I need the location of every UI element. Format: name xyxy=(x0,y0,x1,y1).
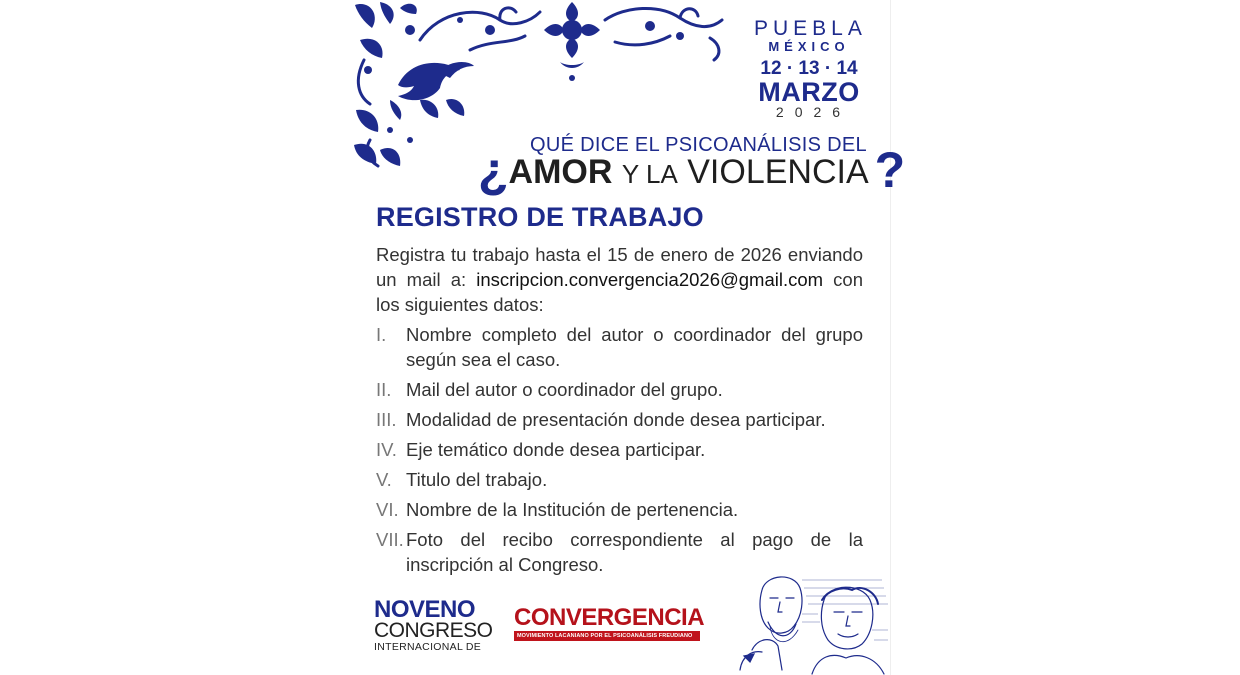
list-item xyxy=(376,467,863,492)
list-item-number: II. xyxy=(376,379,392,400)
headline-amor: AMOR xyxy=(508,153,613,191)
event-city: PUEBLA xyxy=(754,17,867,40)
headline-open-question-mark: ¿ xyxy=(478,142,509,198)
contact-email-link[interactable]: inscripcion.convergencia2026@gmail.com xyxy=(476,269,824,290)
requirements-list xyxy=(376,322,863,582)
list-item xyxy=(376,377,863,402)
list-item-text: Eje temático donde desea participar. xyxy=(406,439,706,460)
list-item-text: Titulo del trabajo. xyxy=(406,469,548,490)
headline-close-question-mark: ? xyxy=(874,142,906,198)
headline-top: QUÉ DICE EL PSICOANÁLISIS DEL xyxy=(530,134,867,156)
event-days: 12 · 13 · 14 xyxy=(760,58,858,79)
noveno-congreso-logo xyxy=(374,596,493,653)
list-item-number: VII. xyxy=(376,529,404,550)
event-year: 2026 xyxy=(775,104,852,120)
headline-violencia: VIOLENCIA xyxy=(687,153,869,191)
list-item xyxy=(376,497,863,522)
list-item-number: VI. xyxy=(376,499,399,520)
list-item-text: Nombre de la Institución de pertenencia. xyxy=(406,499,739,520)
event-info xyxy=(754,17,867,120)
logo1-line1: NOVENO xyxy=(374,596,476,623)
event-country: MÉXICO xyxy=(768,39,850,54)
list-item xyxy=(376,322,863,372)
list-item-number: V. xyxy=(376,469,392,490)
event-month: MARZO xyxy=(758,77,860,107)
list-item-text: Foto del recibo correspondiente al pago de la inscripción al Congreso. xyxy=(406,529,863,575)
section-title: REGISTRO DE TRABAJO xyxy=(376,202,704,232)
list-item-number: IV. xyxy=(376,439,397,460)
list-item-number: I. xyxy=(376,324,387,345)
list-item xyxy=(376,437,863,462)
list-item-text: Mail del autor o coordinador del grupo. xyxy=(406,379,723,400)
headline-y-la: Y LA xyxy=(621,159,678,189)
list-item-text: Modalidad de presentación donde desea participar. xyxy=(406,409,826,430)
poster xyxy=(350,0,906,675)
logo1-line3: INTERNACIONAL DE xyxy=(374,641,482,653)
convergencia-logo xyxy=(514,604,705,641)
logo2-subtitle: MOVIMIENTO LACANIANO POR EL PSICOANÁLISIS FREUDIANO xyxy=(514,631,700,641)
list-item-number: III. xyxy=(376,409,397,430)
intro-after: con los siguientes datos: xyxy=(376,269,863,315)
logo1-line2: CONGRESO xyxy=(374,619,493,642)
list-item xyxy=(376,407,863,432)
intro-before: Registra tu trabajo hasta el 15 de enero de 2026 enviando un mail a: xyxy=(376,244,863,290)
list-item-text: Nombre completo del autor o coordinador del grupo según sea el caso. xyxy=(406,324,863,370)
sketched-portraits-icon xyxy=(732,570,890,675)
logo2-title: CONVERGENCIA xyxy=(514,604,705,631)
intro-paragraph xyxy=(376,242,863,317)
